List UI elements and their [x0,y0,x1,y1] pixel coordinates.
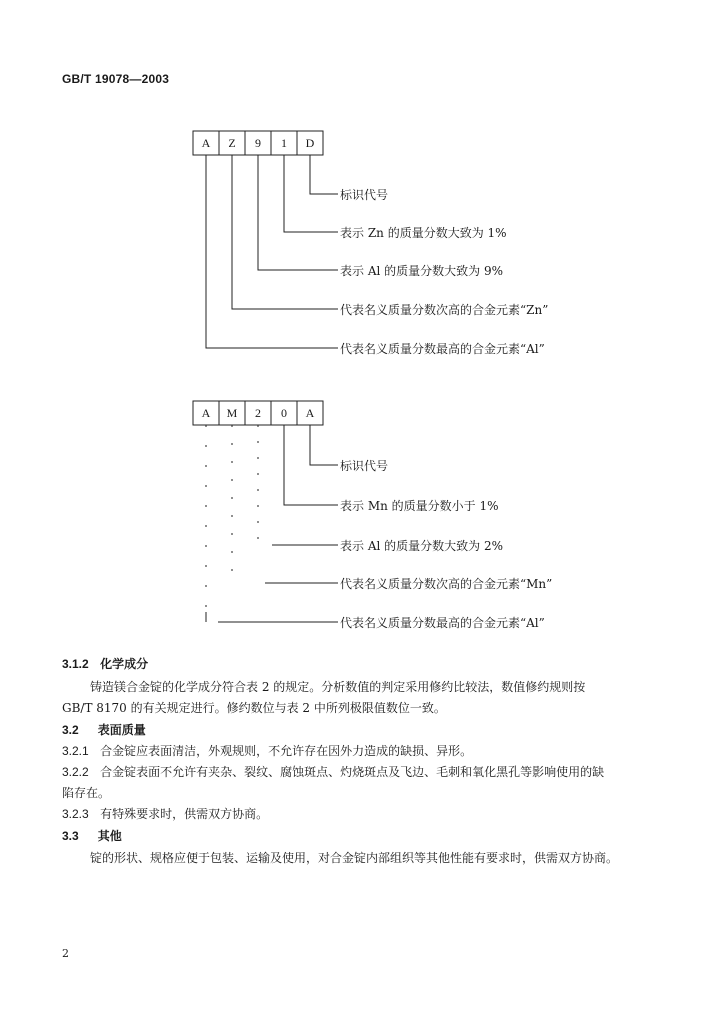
diagram1-label-3: 表示 Al 的质量分数大致为 9% [340,264,503,278]
section-text: 合金锭应表面清洁，外观规则，不允许存在因外力造成的缺损、异形。 [100,744,473,758]
section-3-2-heading [62,721,146,738]
diagram1-label-4: 代表名义质量分数次高的合金元素“Zn” [340,303,549,317]
standard-number: GB/T 19078—2003 [62,72,170,86]
section-title: 表面质量 [97,723,146,737]
code-cell-2: M [226,406,238,420]
diagram2-label-2: 表示 Mn 的质量分数小于 1% [340,499,499,513]
diagram1-label-5: 代表名义质量分数最高的合金元素“Al” [340,342,545,356]
section-3-2-2-line-2: 陷存在。 [62,786,111,800]
diagram1-label-2: 表示 Zn 的质量分数大致为 1% [340,226,507,240]
section-number: 3.2.2 [62,765,89,779]
section-text: 有特殊要求时，供需双方协商。 [100,807,269,821]
diagram2-label-1: 标识代号 [340,459,389,473]
section-number: 3.2 [62,723,79,737]
section-number: 3.1.2 [62,657,89,671]
page-number: 2 [62,947,69,960]
code-cell-4: 0 [281,406,287,420]
section-3-1-2-line-1: 铸造镁合金锭的化学成分符合表 2 的规定。分析数值的判定采用修约比较法，数值修约规则按 [90,680,586,694]
section-3-1-2-heading [62,655,148,672]
section-3-2-1 [62,742,472,759]
section-title: 化学成分 [100,657,149,671]
code-cell-2: Z [228,136,236,150]
section-number: 3.3 [62,829,79,843]
code-cell-1: A [201,136,211,150]
diagram1-label-1: 标识代号 [340,188,389,202]
code-cell-1: A [201,406,211,420]
diagram2-label-5: 代表名义质量分数最高的合金元素“Al” [340,616,545,630]
section-number: 3.2.1 [62,744,89,758]
section-3-3-text: 锭的形状、规格应便于包装、运输及使用，对合金锭内部组织等其他性能有要求时，供需双方协商。 [90,851,619,865]
section-3-3-heading [62,827,122,844]
section-3-2-3 [62,805,268,822]
diagram2-label-3: 表示 Al 的质量分数大致为 2% [340,539,503,553]
section-title: 其他 [97,829,122,843]
code-cell-4: 1 [281,136,287,150]
section-number: 3.2.3 [62,807,89,821]
code-cell-3: 9 [255,136,261,150]
section-text: 合金锭表面不允许有夹杂、裂纹、腐蚀斑点、灼烧斑点及飞边、毛刺和氧化黑孔等影响使用的缺 [100,765,605,779]
code-cell-3: 2 [255,406,261,420]
section-3-2-2-line-1 [62,763,604,780]
code-cell-5: D [305,136,315,150]
diagram2-label-4: 代表名义质量分数次高的合金元素“Mn” [340,577,553,591]
section-3-1-2-line-2: GB/T 8170 的有关规定进行。修约数位与表 2 中所列极限值数位一致。 [62,701,446,715]
code-cell-5: A [305,406,315,420]
